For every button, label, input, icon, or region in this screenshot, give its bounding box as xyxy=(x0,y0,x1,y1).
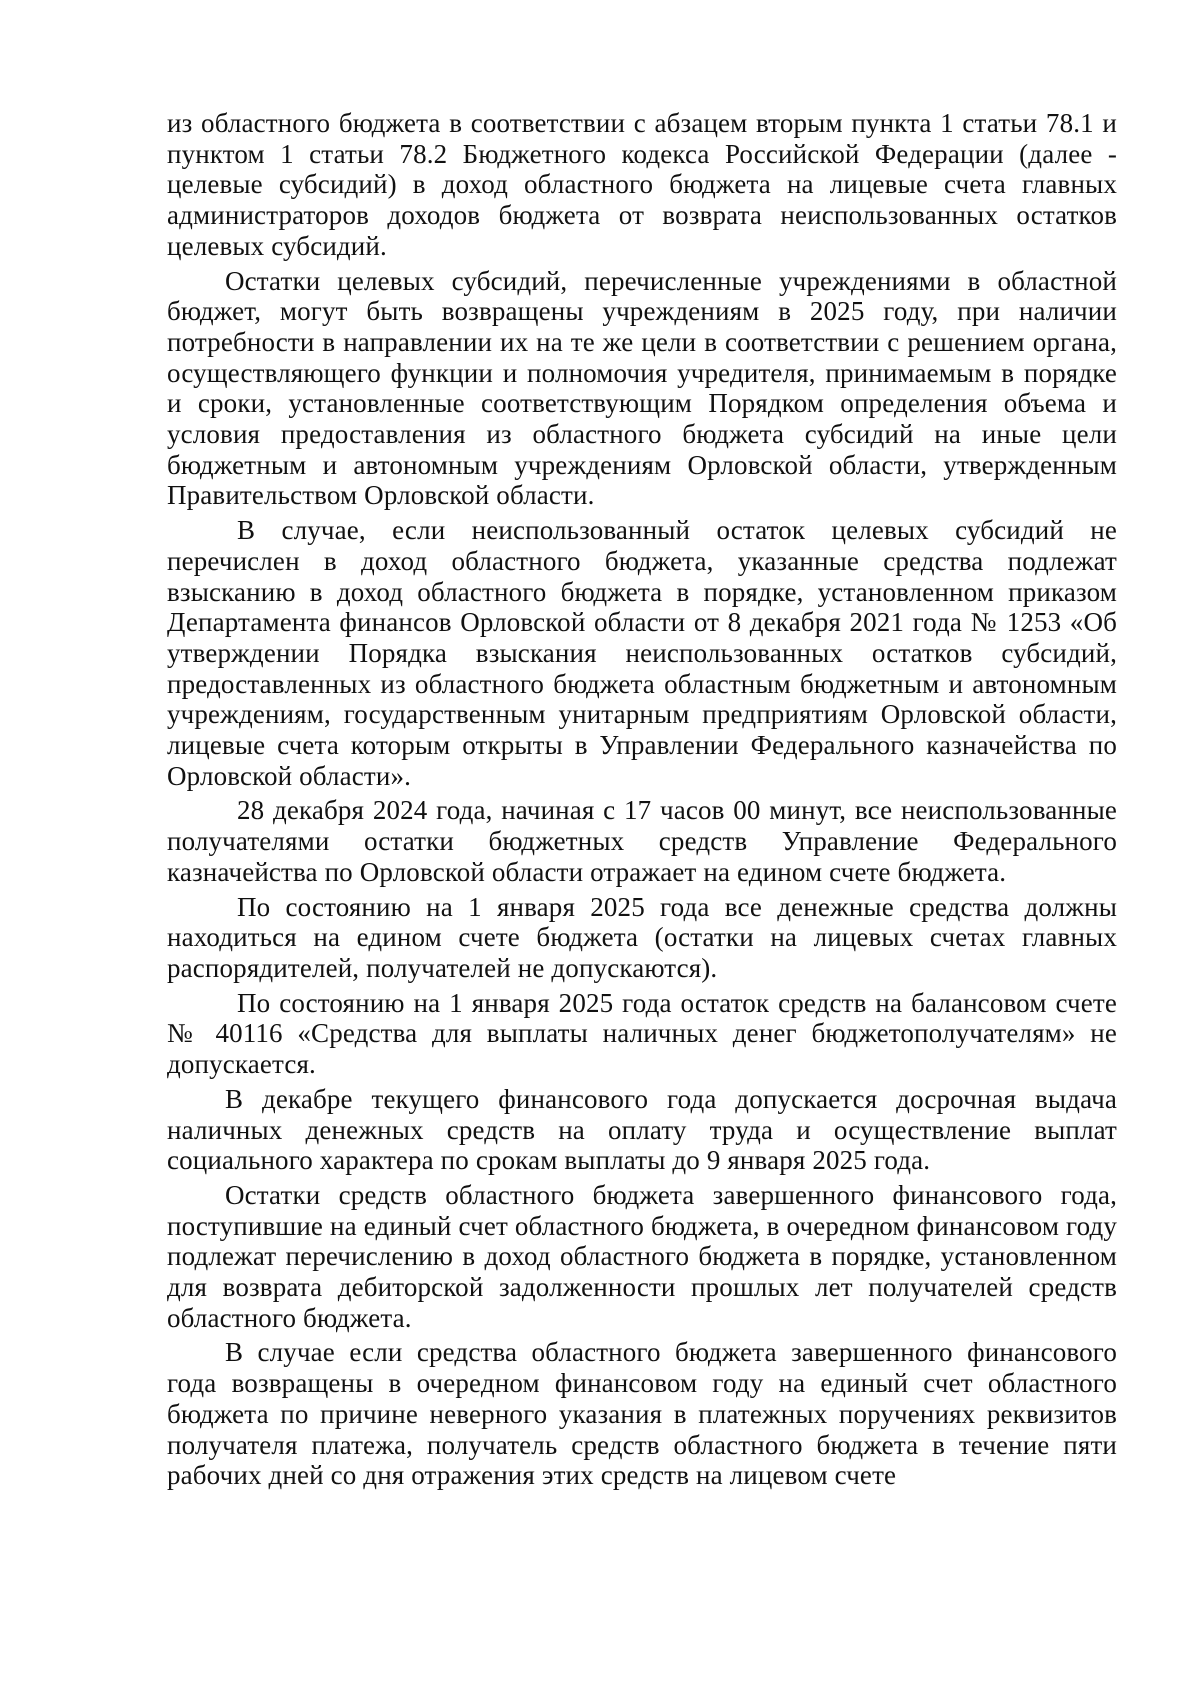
paragraph-continuation: из областного бюджета в соответствии с абзацем вторым пункта 1 статьи 78.1 и пунктом 1 статьи 78.2 Бюджетного кодекса Российской Федерации (далее - целевые субсидий) в доход областного бюджета на лицевые счета главных администраторов доходов бюджета от возврата неиспользованных остатков целевых субсидий. xyxy=(167,108,1117,261)
paragraph-account-40116: По состоянию на 1 января 2025 года остаток средств на балансовом счете № 40116 «Средства для выплаты наличных денег бюджетополучателям» не допускается. xyxy=(167,987,1117,1080)
paragraph-early-payment: В декабре текущего финансового года допускается досрочная выдача наличных денежных средств на оплату труда и осуществление выплат социального характера по срокам выплаты до 9 января 2025 года. xyxy=(167,1083,1117,1176)
paragraph-funds-single-account: По состоянию на 1 января 2025 года все денежные средства должны находиться на едином счете бюджета (остатки на лицевых счетах главных распорядителей, получателей не допускаются). xyxy=(167,891,1117,983)
document-page xyxy=(167,108,1117,1495)
paragraph-subsidy-return: Остатки целевых субсидий, перечисленные учреждениями в областной бюджет, могут быть возвращены учреждениям в 2025 году, при наличии потребности в направлении их на те же цели в соответствии с решением органа, осуществляющего функции и полномочия учредителя, принимаемым в порядке и сроки, установленные соответствующим Порядком определения объема и условия предоставления из областного бюджета субсидий на иные цели бюджетным и автономным учреждениям Орловской области, утвержденным Правительством Орловской области. xyxy=(167,265,1117,511)
paragraph-completed-year-funds: Остатки средств областного бюджета завершенного финансового года, поступившие на единый счет областного бюджета, в очередном финансовом году подлежат перечислению в доход областного бюджета в порядке, установленном для возврата дебиторской задолженности прошлых лет получателей средств областного бюджета. xyxy=(167,1179,1117,1333)
paragraph-subsidy-recovery: В случае, если неиспользованный остаток целевых субсидий не перечислен в доход областного бюджета, указанные средства подлежат взысканию в доход областного бюджета в порядке, установленном приказом Департамента финансов Орловской области от 8 декабря 2021 года № 1253 «Об утверждении Порядка взыскания неиспользованных остатков субсидий, предоставленных из областного бюджета областным бюджетным и автономным учреждениям, государственным унитарным предприятиям Орловской области, лицевые счета которым открыты в Управлении Федерального казначейства по Орловской области». xyxy=(167,515,1117,791)
paragraph-december-28: 28 декабря 2024 года, начиная с 17 часов 00 минут, все неиспользованные получателями остатки бюджетных средств Управление Федерального казначейства по Орловской области отражает на едином счете бюджета. xyxy=(167,795,1117,887)
paragraph-incorrect-details: В случае если средства областного бюджета завершенного финансового года возвращены в очередном финансовом году на единый счет областного бюджета по причине неверного указания в платежных поручениях реквизитов получателя платежа, получатель средств областного бюджета в течение пяти рабочих дней со дня отражения этих средств на лицевом счете xyxy=(167,1337,1117,1491)
